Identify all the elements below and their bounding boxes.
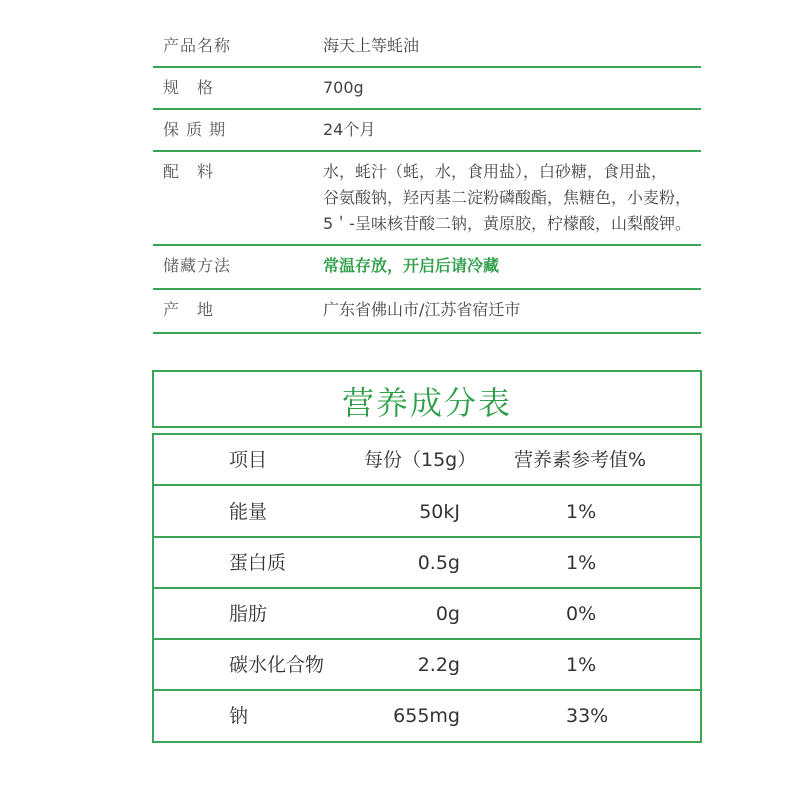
nutrient-per-serving: 655mg — [393, 705, 460, 727]
nutrient-per-serving: 0.5g — [417, 552, 460, 574]
info-row-name — [153, 26, 701, 68]
row-divider — [154, 484, 700, 486]
info-value: 24个月 — [323, 120, 376, 139]
nutrient-nrv: 0% — [566, 603, 597, 625]
info-row-storage — [153, 246, 701, 290]
nutrient-nrv: 1% — [566, 552, 597, 574]
nutrient-nrv: 1% — [566, 501, 597, 523]
info-label: 配 料 — [163, 162, 215, 181]
info-row-ingredients — [153, 152, 701, 246]
info-label: 储藏方法 — [163, 256, 232, 275]
table-row — [154, 538, 700, 588]
product-info-table — [153, 26, 701, 334]
table-row — [154, 589, 700, 639]
nutrient-per-serving: 2.2g — [417, 654, 460, 676]
info-value: 常温存放，开启后请冷藏 — [323, 256, 500, 275]
nutrient-per-serving: 50kJ — [419, 501, 460, 523]
info-value: 海天上等蚝油 — [323, 36, 420, 55]
nutrition-table — [152, 433, 702, 743]
info-row-shelf-life — [153, 110, 701, 152]
nutrition-title: 营养成分表 — [341, 384, 512, 422]
info-label: 保 质 期 — [163, 120, 227, 139]
header-per-serving: 每份（15g） — [364, 449, 477, 471]
info-value: 广东省佛山市/江苏省宿迁市 — [323, 300, 521, 319]
nutrition-header-row — [154, 435, 700, 485]
ingredients-line: 谷氨酸钠，羟丙基二淀粉磷酸酯，焦糖色，小麦粉， — [323, 188, 692, 207]
ingredients-text — [323, 159, 691, 237]
nutrition-title-box — [152, 370, 702, 428]
nutrient-per-serving: 0g — [435, 603, 460, 625]
nutrient-name: 钠 — [229, 705, 249, 727]
info-value: 700g — [323, 78, 364, 97]
ingredients-line: 5＇-呈味核苷酸二钠，黄原胶，柠檬酸，山梨酸钾。 — [323, 214, 691, 233]
info-row-origin — [153, 290, 701, 334]
nutrient-name: 脂肪 — [229, 603, 268, 625]
info-row-spec — [153, 68, 701, 110]
nutrient-name: 能量 — [229, 501, 268, 523]
header-item: 项目 — [229, 449, 268, 471]
table-row — [154, 640, 700, 690]
info-label: 产 地 — [163, 300, 215, 319]
ingredients-line: 水，蚝汁（蚝，水，食用盐），白砂糖，食用盐， — [323, 162, 668, 181]
table-row — [154, 691, 700, 741]
nutrient-nrv: 33% — [566, 705, 609, 727]
nutrient-name: 碳水化合物 — [229, 654, 325, 676]
info-label: 规 格 — [163, 78, 215, 97]
info-label: 产品名称 — [163, 36, 232, 55]
nutrient-nrv: 1% — [566, 654, 597, 676]
nutrient-name: 蛋白质 — [229, 552, 287, 574]
header-nrv: 营养素参考值% — [514, 449, 647, 471]
table-row — [154, 487, 700, 537]
